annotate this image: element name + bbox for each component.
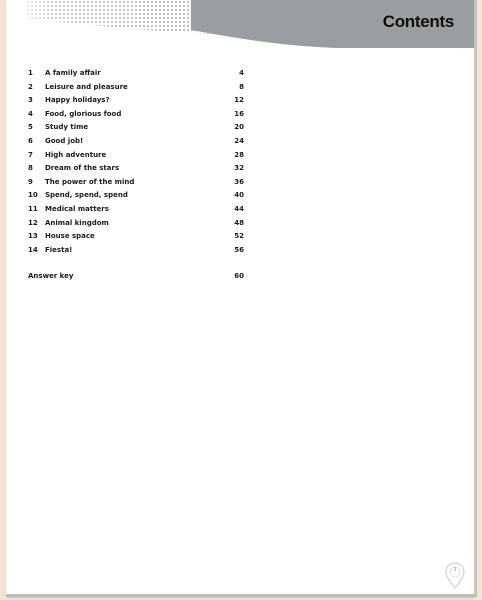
toc-unit-title: Leisure and pleasure [45, 82, 128, 91]
toc-unit-number: 10 [28, 191, 38, 200]
toc-page-number: 8 [239, 82, 244, 91]
toc-unit-title: House space [45, 232, 95, 241]
page-number-box [444, 562, 466, 590]
toc-entry[interactable] [28, 189, 244, 203]
toc-unit-title: Study time [45, 123, 89, 132]
toc-unit-title: Good job! [45, 136, 84, 145]
toc-unit-number: 3 [28, 96, 33, 105]
toc-entry[interactable] [28, 162, 244, 176]
toc-entry[interactable] [28, 135, 244, 149]
toc-page-number: 4 [239, 69, 244, 77]
toc-unit-number: 2 [28, 82, 33, 91]
toc-unit-title: Food, glorious food [45, 109, 122, 118]
answer-key-title: Answer key [28, 272, 74, 281]
toc-page-number: 32 [234, 164, 244, 173]
toc-page-number: 52 [234, 232, 244, 241]
page-title: Contents [382, 12, 454, 31]
toc-unit-number: 5 [28, 123, 33, 132]
toc-entry-answer-key[interactable] [28, 270, 244, 284]
toc-page-number: 36 [234, 177, 244, 186]
toc-unit-number: 12 [28, 218, 38, 227]
toc-page-number: 40 [234, 191, 244, 200]
answer-key-page: 60 [234, 272, 244, 281]
toc-unit-number: 6 [28, 136, 33, 145]
toc-entry[interactable] [28, 244, 244, 258]
toc-unit-title: Animal kingdom [45, 218, 109, 227]
toc-entry[interactable] [28, 230, 244, 244]
document-page [6, 0, 474, 596]
toc-unit-number: 13 [28, 232, 38, 241]
toc-unit-title: High adventure [45, 150, 107, 159]
toc-entry[interactable] [28, 149, 244, 163]
toc-page-number: 28 [234, 150, 244, 159]
toc-unit-title: Medical matters [45, 204, 109, 213]
toc-unit-title: Spend, spend, spend [45, 191, 128, 200]
table-of-contents [28, 67, 244, 284]
toc-unit-number: 1 [28, 69, 33, 77]
toc-page-number: 12 [234, 96, 244, 105]
toc-entry[interactable] [28, 81, 244, 95]
toc-unit-number: 7 [28, 150, 33, 159]
page-edge-bottom [6, 594, 476, 597]
toc-entry[interactable] [28, 67, 244, 81]
toc-entry[interactable] [28, 176, 244, 190]
toc-page-number: 20 [234, 123, 244, 132]
toc-entry[interactable] [28, 108, 244, 122]
toc-entry[interactable] [28, 94, 244, 108]
toc-page-number: 56 [234, 245, 244, 254]
page-edge-right [474, 0, 477, 597]
page-number: 3 [453, 568, 457, 573]
toc-unit-title: Fiesta! [45, 245, 73, 254]
toc-entry[interactable] [28, 217, 244, 231]
toc-unit-number: 9 [28, 177, 33, 186]
toc-unit-number: 4 [28, 109, 33, 118]
toc-page-number: 16 [234, 109, 244, 118]
toc-unit-title: Dream of the stars [45, 164, 120, 173]
toc-page-number: 44 [234, 204, 244, 213]
halftone-pattern [26, 0, 216, 34]
toc-unit-number: 11 [28, 204, 38, 213]
toc-entry[interactable] [28, 203, 244, 217]
toc-unit-title: A family affair [45, 69, 101, 77]
toc-unit-title: The power of the mind [45, 177, 135, 186]
toc-unit-number: 8 [28, 164, 33, 173]
toc-entry[interactable] [28, 121, 244, 135]
toc-page-number: 48 [234, 218, 244, 227]
toc-unit-number: 14 [28, 245, 38, 254]
toc-page-number: 24 [234, 136, 244, 145]
toc-unit-title: Happy holidays? [45, 96, 110, 105]
